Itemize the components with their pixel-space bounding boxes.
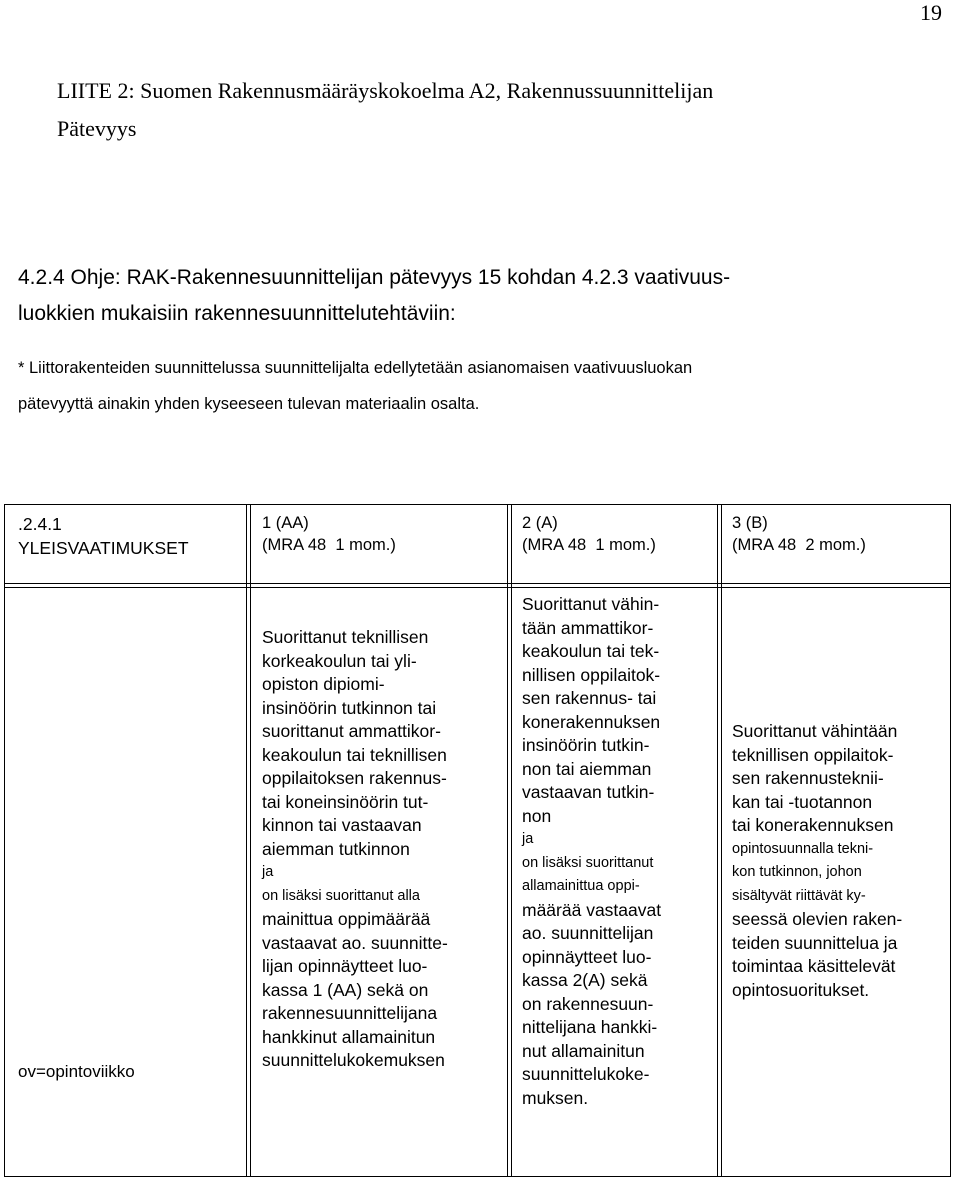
table-border-bottom bbox=[4, 1176, 951, 1177]
table-border-left bbox=[4, 504, 5, 1177]
class-b-text-line: sisältyvät riittävät ky- bbox=[732, 887, 866, 904]
table-border-header-bottom bbox=[4, 583, 951, 584]
class-a-text-line: opinnäytteet luo- bbox=[522, 946, 652, 967]
class-b-text-line: teknillisen oppilaitok- bbox=[732, 744, 894, 765]
class-b-text-line: seessä olevien raken- bbox=[732, 909, 903, 929]
table-border-col2-left bbox=[507, 504, 508, 1177]
class-aa-text-line: Suorittanut teknillisen bbox=[262, 627, 429, 647]
body-cell-class-a bbox=[522, 593, 661, 1110]
class-b-text-line: opintosuunnalla tekni- bbox=[732, 840, 874, 857]
footnote-study-week: ov=opintoviikko bbox=[18, 1062, 135, 1081]
header-section-number: .2.4.1 bbox=[18, 514, 62, 534]
class-aa-text-line: kinnon tai vastaavan bbox=[262, 815, 422, 835]
class-a-text-line: non bbox=[522, 805, 552, 826]
header-general-requirements: YLEISVAATIMUKSET bbox=[18, 538, 189, 558]
class-aa-text-line: tai koneinsinöörin tut- bbox=[262, 791, 429, 812]
body-cell-class-b bbox=[732, 720, 902, 1002]
section-note-line-2: pätevyyttä ainakin yhden kyseeseen tulevan materiaalin osalta. bbox=[18, 395, 480, 413]
appendix-title bbox=[57, 72, 917, 148]
class-b-text-line: teiden suunnittelua ja bbox=[732, 932, 898, 953]
class-aa-text-line: korkeakoulun tai yli- bbox=[262, 650, 417, 671]
table-border-top bbox=[4, 504, 951, 505]
class-a-text-line: nut allamainitun bbox=[522, 1040, 645, 1061]
class-a-text-line: keakoulun tai tek- bbox=[522, 641, 660, 661]
table-border-col3-left-inner bbox=[721, 504, 722, 1177]
class-aa-text-line: mainittua oppimäärää bbox=[262, 909, 431, 929]
table-border-body-top bbox=[4, 587, 951, 588]
class-a-text-line: Suorittanut vähin- bbox=[522, 594, 660, 614]
header-class-aa-reference: (MRA 48 1 mom.) bbox=[262, 536, 396, 554]
table-border-col2-left-inner bbox=[511, 504, 512, 1177]
class-a-text-line: muksen. bbox=[522, 1087, 589, 1108]
section-heading-line-1: 4.2.4 Ohje: RAK-Rakennesuunnittelijan pätevyys 15 kohdan 4.2.3 vaativuus- bbox=[18, 266, 731, 289]
section-note-line-1: * Liittorakenteiden suunnittelussa suunnittelijalta edellytetään asianomaisen vaativuusluokan bbox=[18, 359, 693, 377]
class-aa-text-line: opiston dipiomi- bbox=[262, 674, 385, 694]
header-cell-general-requirements bbox=[18, 512, 189, 560]
page-number: 19 bbox=[920, 0, 942, 25]
class-aa-text-line: rakennesuunnittelijana bbox=[262, 1003, 438, 1023]
class-a-text-line: on rakennesuun- bbox=[522, 993, 654, 1014]
table-border-col3-left bbox=[717, 504, 718, 1177]
class-a-text-line: vastaavan tutkin- bbox=[522, 782, 655, 802]
class-b-text-line: sen rakennusteknii- bbox=[732, 768, 884, 788]
class-a-text-line: tään ammattikor- bbox=[522, 617, 654, 638]
class-a-text-line: määrää vastaavat bbox=[522, 899, 662, 920]
header-class-a-reference: (MRA 48 1 mom.) bbox=[522, 536, 656, 554]
class-aa-text-line: oppilaitoksen rakennus- bbox=[262, 768, 447, 788]
class-aa-text-line: keakoulun tai teknillisen bbox=[262, 744, 447, 765]
table-border-col1-left-inner bbox=[250, 504, 251, 1177]
class-a-text-line: suunnittelukoke- bbox=[522, 1064, 650, 1084]
header-class-a: 2 (A) bbox=[522, 514, 558, 532]
class-aa-text-line: vastaavat ao. suunnitte- bbox=[262, 932, 448, 953]
section-note bbox=[18, 350, 948, 422]
class-a-text-line: konerakennuksen bbox=[522, 711, 661, 732]
class-a-text-line: sen rakennus- tai bbox=[522, 688, 657, 708]
class-b-text-line: Suorittanut vähintään bbox=[732, 721, 898, 741]
appendix-title-line-1: LIITE 2: Suomen Rakennusmääräyskokoelma A2, Rakennussuunnittelijan bbox=[57, 78, 714, 103]
class-a-text-line: nillisen oppilaitok- bbox=[522, 664, 661, 685]
section-heading bbox=[18, 260, 948, 332]
header-cell-class-b bbox=[732, 512, 866, 556]
class-aa-text-line: on lisäksi suorittanut alla bbox=[262, 887, 420, 904]
table-border-col1-left bbox=[246, 504, 247, 1177]
class-aa-text-line: kassa 1 (AA) sekä on bbox=[262, 979, 429, 1000]
class-a-text-line: ao. suunnittelijan bbox=[522, 923, 654, 943]
class-b-text-line: tai konerakennuksen bbox=[732, 815, 894, 835]
class-b-text-line: kon tutkinnon, johon bbox=[732, 864, 862, 880]
header-cell-class-a bbox=[522, 512, 656, 556]
class-a-text-line: nittelijana hankki- bbox=[522, 1017, 658, 1037]
appendix-title-line-2: Pätevyys bbox=[57, 116, 137, 141]
header-class-b: 3 (B) bbox=[732, 514, 768, 532]
class-aa-text-line: insinöörin tutkinnon tai bbox=[262, 697, 437, 718]
class-b-text-line: opintosuoritukset. bbox=[732, 979, 870, 1000]
section-heading-line-2: luokkien mukaisiin rakennesuunnittelutehtäviin: bbox=[18, 302, 456, 325]
header-class-b-reference: (MRA 48 2 mom.) bbox=[732, 536, 866, 554]
class-aa-text-line: ja bbox=[262, 864, 274, 880]
class-b-text-line: kan tai -tuotannon bbox=[732, 791, 873, 812]
class-aa-text-line: lijan opinnäytteet luo- bbox=[262, 956, 428, 976]
class-a-text-line: insinöörin tutkin- bbox=[522, 735, 650, 755]
class-a-text-line: non tai aiemman bbox=[522, 758, 652, 779]
class-a-text-line: ja bbox=[522, 831, 534, 847]
class-b-text-line: toimintaa käsittelevät bbox=[732, 956, 896, 976]
class-aa-text-line: suorittanut ammattikor- bbox=[262, 721, 441, 741]
header-cell-class-aa bbox=[262, 512, 396, 556]
body-cell-class-aa bbox=[262, 626, 448, 1073]
class-a-text-line: kassa 2(A) sekä bbox=[522, 970, 648, 990]
class-aa-text-line: aiemman tutkinnon bbox=[262, 838, 410, 859]
class-a-text-line: on lisäksi suorittanut bbox=[522, 854, 654, 871]
class-a-text-line: allamainittua oppi- bbox=[522, 878, 640, 894]
header-class-aa: 1 (AA) bbox=[262, 514, 309, 532]
class-aa-text-line: suunnittelukokemuksen bbox=[262, 1050, 445, 1070]
table-border-right bbox=[950, 504, 951, 1177]
class-aa-text-line: hankkinut allamainitun bbox=[262, 1026, 436, 1047]
